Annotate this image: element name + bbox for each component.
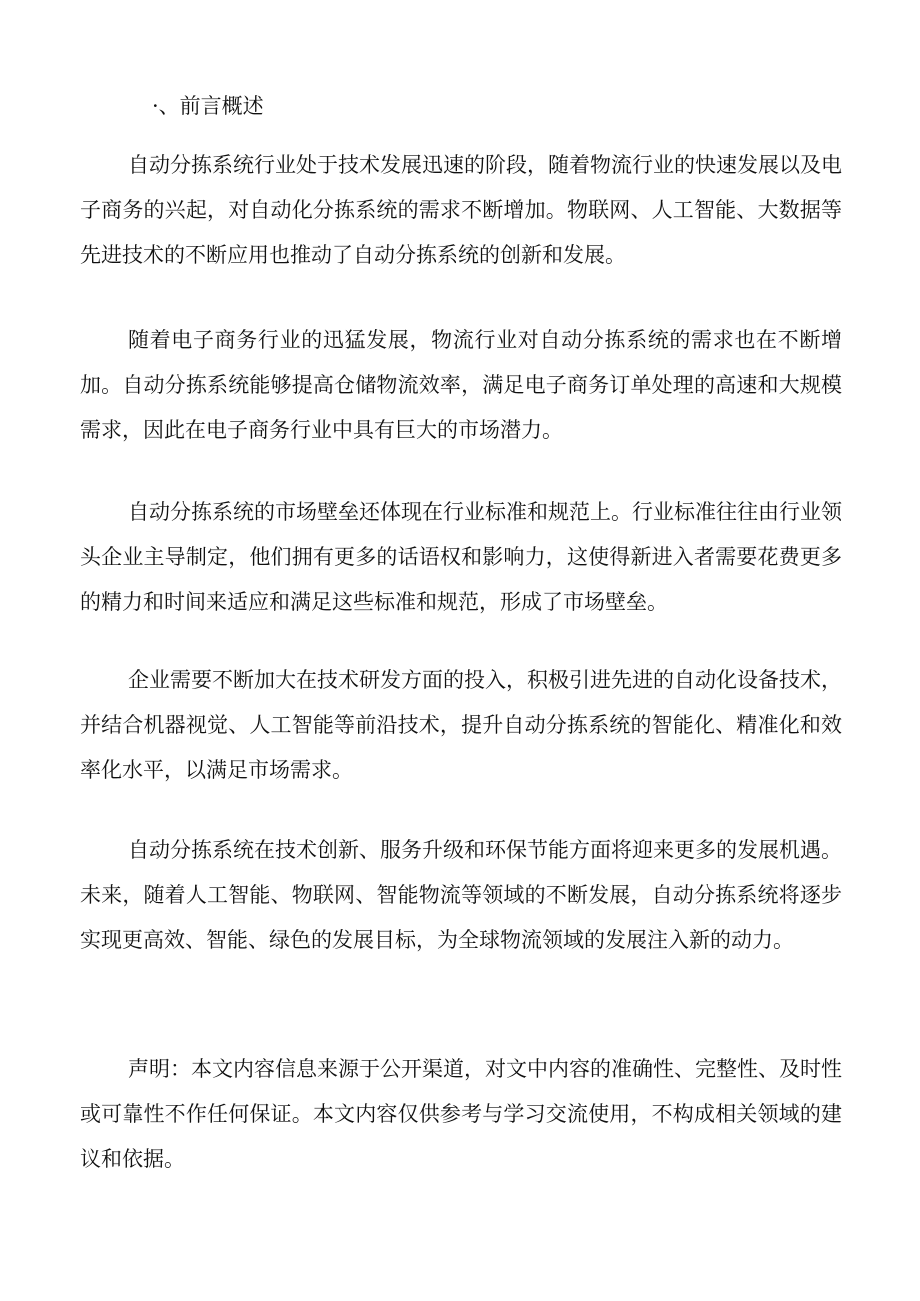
paragraph-disclaimer: 声明：本文内容信息来源于公开渠道，对文中内容的准确性、完整性、及时性或可靠性不作任何保证。本文内容仅供参考与学习交流使用，不构成相关领域的建议和依据。 bbox=[80, 1057, 842, 1171]
paragraph-industry-overview: 自动分拣系统行业处于技术发展迅速的阶段，随着物流行业的快速发展以及电子商务的兴起，对自动化分拣系统的需求不断增加。物联网、人工智能、大数据等先进技术的不断应用也推动了自动分拣系统的创新和发展。 bbox=[80, 153, 842, 267]
paragraph-future-opportunities: 自动分拣系统在技术创新、服务升级和环保节能方面将迎来更多的发展机遇。未来，随着人工智能、物联网、智能物流等领域的不断发展，自动分拣系统将逐步实现更高效、智能、绿色的发展目标，为全球物流领域的发展注入新的动力。 bbox=[80, 838, 842, 952]
paragraph-ecommerce-demand: 随着电子商务行业的迅猛发展，物流行业对自动分拣系统的需求也在不断增加。自动分拣系统能够提高仓储物流效率，满足电子商务订单处理的高速和大规模需求，因此在电子商务行业中具有巨大的市场潜力。 bbox=[80, 328, 842, 442]
paragraph-market-barriers: 自动分拣系统的市场壁垒还体现在行业标准和规范上。行业标准往往由行业领头企业主导制定，他们拥有更多的话语权和影响力，这使得新进入者需要花费更多的精力和时间来适应和满足这些标准和规范，形成了市场壁垒。 bbox=[80, 500, 842, 614]
paragraph-rd-investment: 企业需要不断加大在技术研发方面的投入，积极引进先进的自动化设备技术，并结合机器视觉、人工智能等前沿技术，提升自动分拣系统的智能化、精准化和效率化水平，以满足市场需求。 bbox=[80, 668, 842, 782]
section-heading: ·、前言概述 bbox=[152, 94, 264, 118]
